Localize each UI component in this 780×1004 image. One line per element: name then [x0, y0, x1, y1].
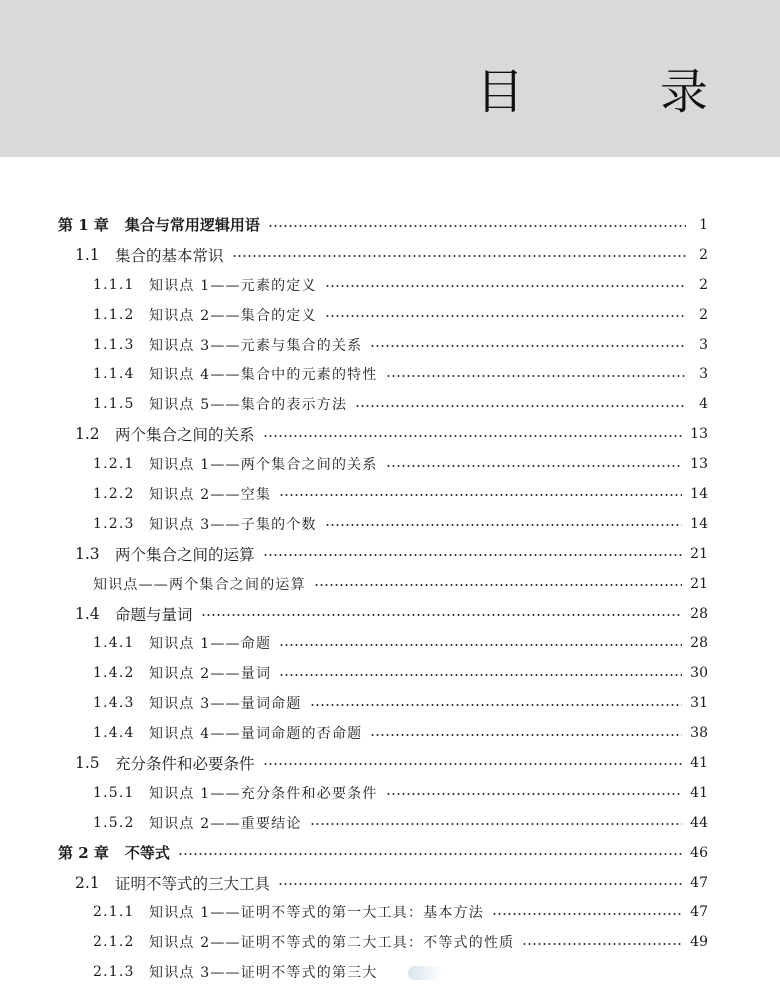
toc-entry[interactable] — [0, 838, 780, 868]
toc-entry-title: 知识点 2——证明不等式的第二大工具：不等式的性质 — [149, 935, 515, 952]
toc-entry-page: 3 — [699, 336, 708, 353]
toc-entry[interactable] — [0, 897, 780, 927]
dot-leader — [278, 883, 682, 885]
toc-entry-number: 第 2 章 — [58, 844, 109, 863]
toc-entry-page: 13 — [690, 426, 708, 443]
toc-entry-title: 证明不等式的三大工具 — [115, 874, 271, 893]
toc-entry-page: 46 — [690, 844, 708, 861]
toc-entry-title: 知识点 2——量词 — [149, 666, 272, 683]
dot-leader — [386, 793, 683, 795]
toc-entry-title: 知识点 1——命题 — [149, 636, 272, 653]
toc-entry-page: 3 — [699, 366, 708, 383]
toc-entry-title: 知识点 2——重要结论 — [149, 815, 302, 832]
toc-entry-page: 38 — [690, 725, 708, 742]
toc-entry-number: 1.1.2 — [93, 306, 135, 323]
toc-entry-title: 知识点 5——集合的表示方法 — [149, 397, 348, 414]
page-title: 目 录 — [475, 64, 752, 120]
toc-entry-page: 21 — [690, 575, 708, 592]
toc-entry-number: 2.1 — [75, 873, 100, 892]
toc-entry-title: 知识点 2——空集 — [149, 486, 272, 503]
dot-leader — [310, 823, 683, 825]
toc-entry[interactable] — [0, 688, 780, 718]
toc-entry-title: 命题与量词 — [115, 605, 193, 624]
toc-entry-page: 44 — [690, 814, 708, 831]
toc-entry-title: 知识点 3——元素与集合的关系 — [149, 337, 363, 354]
toc-entry-page: 31 — [690, 695, 708, 712]
dot-leader — [386, 375, 686, 377]
toc-entry-page: 41 — [690, 754, 708, 771]
toc-entry[interactable] — [0, 718, 780, 748]
toc-entry-page: 28 — [690, 605, 708, 622]
toc-entry-number: 1.4.1 — [93, 635, 135, 652]
toc-entry-title: 充分条件和必要条件 — [115, 754, 255, 773]
toc-entry-title: 知识点 2——集合的定义 — [149, 307, 317, 324]
toc-entry[interactable] — [0, 569, 780, 599]
toc-entry[interactable] — [0, 539, 780, 569]
toc-entry-number: 1.1.3 — [93, 336, 135, 353]
dot-leader — [201, 614, 683, 616]
toc-entry-number: 1.2.1 — [93, 456, 135, 473]
toc-entry-number: 1.5.1 — [93, 784, 135, 801]
toc-entry-page: 28 — [690, 635, 708, 652]
toc-entry-title: 知识点 3——子集的个数 — [149, 516, 317, 533]
toc-entry[interactable] — [0, 240, 780, 270]
dot-leader — [232, 255, 686, 257]
toc-entry[interactable] — [0, 479, 780, 509]
toc-entry-number: 2.1.2 — [93, 934, 135, 951]
toc-entry-number: 1.4.2 — [93, 665, 135, 682]
dot-leader — [386, 465, 683, 467]
dot-leader — [263, 554, 683, 556]
dot-leader — [325, 315, 686, 317]
toc-entry-number: 1.1.5 — [93, 396, 135, 413]
dot-leader — [279, 644, 682, 646]
toc-entry-number: 2.1.1 — [93, 904, 135, 921]
dot-leader — [263, 435, 683, 437]
toc-entry-title: 不等式 — [124, 844, 170, 863]
dot-leader — [370, 345, 686, 347]
scan-artifact — [408, 966, 442, 980]
toc-entry-number: 1.1.4 — [93, 366, 135, 383]
dot-leader — [310, 704, 683, 706]
toc-entry-number: 第 1 章 — [58, 216, 109, 235]
toc-entry[interactable] — [0, 957, 780, 987]
dot-leader — [492, 913, 682, 915]
toc-entry-page: 14 — [690, 515, 708, 532]
toc-entry-page: 49 — [690, 934, 708, 951]
toc-entry[interactable] — [0, 628, 780, 658]
toc-entry-page: 2 — [699, 306, 708, 323]
toc-entry-title: 知识点 3——量词命题 — [149, 696, 302, 713]
toc-entry-page: 13 — [690, 456, 708, 473]
toc-entry-number: 2.1.3 — [93, 964, 135, 981]
toc-entry-title: 两个集合之间的关系 — [115, 426, 255, 445]
toc-entry-title: 知识点 1——两个集合之间的关系 — [149, 457, 378, 474]
dot-leader — [355, 405, 686, 407]
toc-entry-title: 两个集合之间的运算 — [115, 545, 255, 564]
toc-entry[interactable] — [0, 419, 780, 449]
toc-entry[interactable] — [0, 778, 780, 808]
toc-entry[interactable] — [0, 927, 780, 957]
toc-entry-number: 1.1.1 — [93, 276, 135, 293]
toc-entry[interactable] — [0, 270, 780, 300]
toc-entry-number: 1.1 — [75, 245, 100, 264]
toc-entry-page: 14 — [690, 485, 708, 502]
toc-entry-number: 1.2.3 — [93, 515, 135, 532]
dot-leader — [279, 674, 682, 676]
toc-entry-title: 知识点 1——充分条件和必要条件 — [149, 785, 378, 802]
toc-entry-title: 知识点 1——证明不等式的第一大工具：基本方法 — [149, 905, 484, 922]
dot-leader — [522, 943, 682, 945]
toc-entry[interactable] — [0, 389, 780, 419]
toc-entry-number: 1.4.3 — [93, 695, 135, 712]
toc-entry-title: 知识点——两个集合之间的运算 — [93, 576, 306, 593]
toc-entry-number: 1.5 — [75, 753, 100, 772]
toc-entry[interactable] — [0, 300, 780, 330]
toc-entry-number: 1.2.2 — [93, 485, 135, 502]
toc-entry-page: 1 — [699, 216, 708, 233]
dot-leader — [268, 225, 686, 227]
dot-leader — [263, 763, 683, 765]
toc-entry-page: 30 — [690, 665, 708, 682]
toc-entry-title: 知识点 4——集合中的元素的特性 — [149, 367, 378, 384]
toc-entry[interactable] — [0, 359, 780, 389]
toc-entry[interactable] — [0, 808, 780, 838]
dot-leader — [279, 494, 682, 496]
toc-entry-number: 1.2 — [75, 425, 100, 444]
toc-entry-number: 1.4 — [75, 604, 100, 623]
toc-entry-page: 47 — [690, 874, 708, 891]
toc-entry-title: 集合与常用逻辑用语 — [124, 216, 260, 235]
toc-entry-title: 知识点 1——元素的定义 — [149, 277, 317, 294]
toc-entry-number: 1.5.2 — [93, 814, 135, 831]
toc-entry[interactable] — [0, 868, 780, 898]
toc-entry-page: 47 — [690, 904, 708, 921]
dot-leader — [325, 285, 686, 287]
toc-entry-page: 4 — [699, 396, 708, 413]
dot-leader — [314, 584, 682, 586]
dot-leader — [178, 853, 682, 855]
toc-entry[interactable] — [0, 599, 780, 629]
toc-entry-title: 集合的基本常识 — [115, 246, 224, 265]
toc-entry-page: 21 — [690, 545, 708, 562]
toc-entry[interactable] — [0, 449, 780, 479]
toc-entry[interactable] — [0, 658, 780, 688]
toc-entry[interactable] — [0, 330, 780, 360]
toc-entry-page: 2 — [699, 276, 708, 293]
dot-leader — [325, 524, 682, 526]
toc-entry[interactable] — [0, 509, 780, 539]
toc-entry[interactable] — [0, 748, 780, 778]
toc-entry[interactable] — [0, 210, 780, 240]
dot-leader — [370, 734, 682, 736]
table-of-contents — [0, 210, 780, 987]
toc-entry-number: 1.3 — [75, 544, 100, 563]
toc-entry-page: 2 — [699, 246, 708, 263]
toc-entry-title: 知识点 4——量词命题的否命题 — [149, 726, 363, 743]
toc-entry-page: 41 — [690, 784, 708, 801]
toc-entry-number: 1.4.4 — [93, 725, 135, 742]
toc-entry-title: 知识点 3——证明不等式的第三大 — [149, 965, 378, 982]
